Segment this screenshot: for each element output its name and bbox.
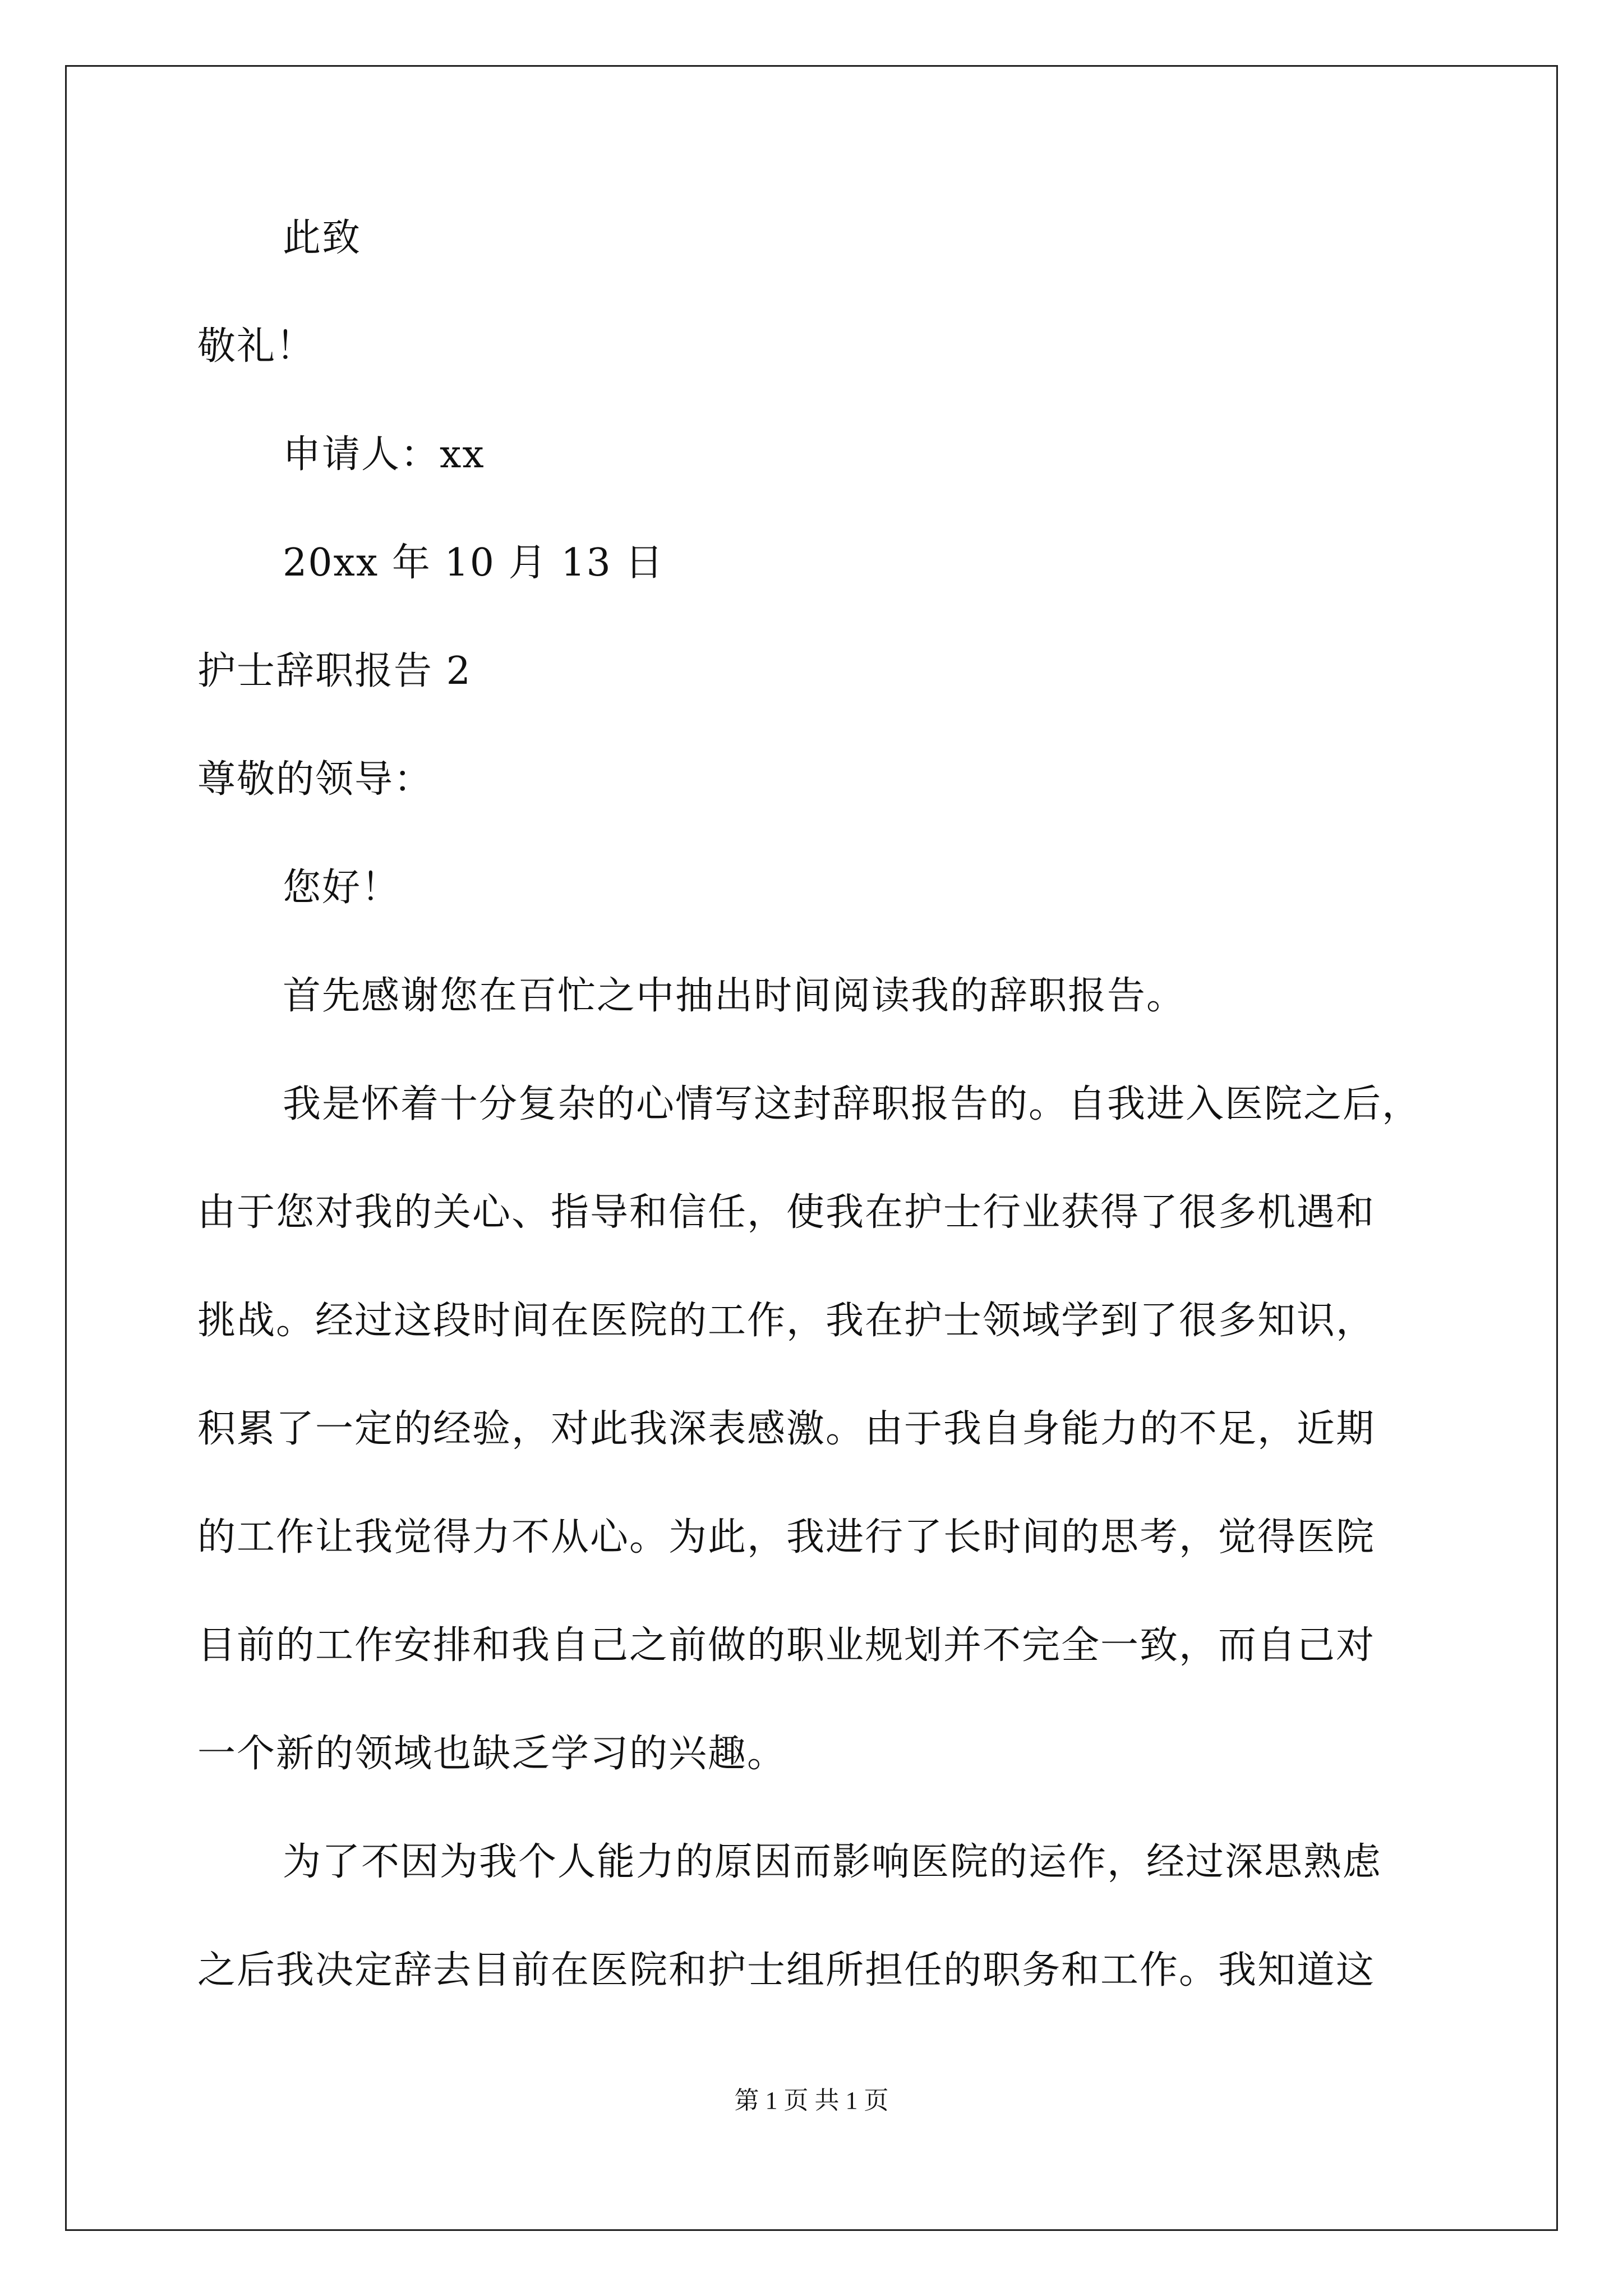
paragraph-line: 首先感谢您在百忙之中抽出时间阅读我的辞职报告。 [283, 974, 1186, 1018]
section-title: 护士辞职报告 2 [197, 649, 472, 693]
applicant-line: 申请人：xx [283, 432, 485, 477]
paragraph-line: 我是怀着十分复杂的心情写这封辞职报告的。自我进入医院之后， [283, 1082, 1422, 1126]
page-border [65, 65, 1558, 2231]
paragraph-line: 积累了一定的经验，对此我深表感激。由于我自身能力的不足，近期 [197, 1407, 1376, 1451]
paragraph-line: 一个新的领域也缺乏学习的兴趣。 [197, 1732, 787, 1776]
paragraph-line: 由于您对我的关心、指导和信任，使我在护士行业获得了很多机遇和 [197, 1190, 1376, 1235]
paragraph-line: 的工作让我觉得力不从心。为此，我进行了长时间的思考，觉得医院 [197, 1515, 1376, 1559]
greeting-addressee: 尊敬的领导： [197, 757, 434, 802]
date-line: 20xx 年 10 月 13 日 [283, 541, 665, 585]
closing-regards: 敬礼！ [197, 324, 316, 369]
page-footer: 第 1 页 共 1 页 [734, 2087, 889, 2114]
paragraph-line: 之后我决定辞去目前在医院和护士组所担任的职务和工作。我知道这 [197, 1948, 1376, 1993]
paragraph-line: 为了不因为我个人能力的原因而影响医院的运作，经过深思熟虑 [283, 1840, 1382, 1884]
paragraph-line: 挑战。经过这段时间在医院的工作，我在护士领域学到了很多知识， [197, 1299, 1376, 1343]
closing-salutation: 此致 [283, 216, 362, 260]
greeting-hello: 您好！ [283, 866, 401, 910]
paragraph-line: 目前的工作安排和我自己之前做的职业规划并不完全一致，而自己对 [197, 1623, 1376, 1668]
